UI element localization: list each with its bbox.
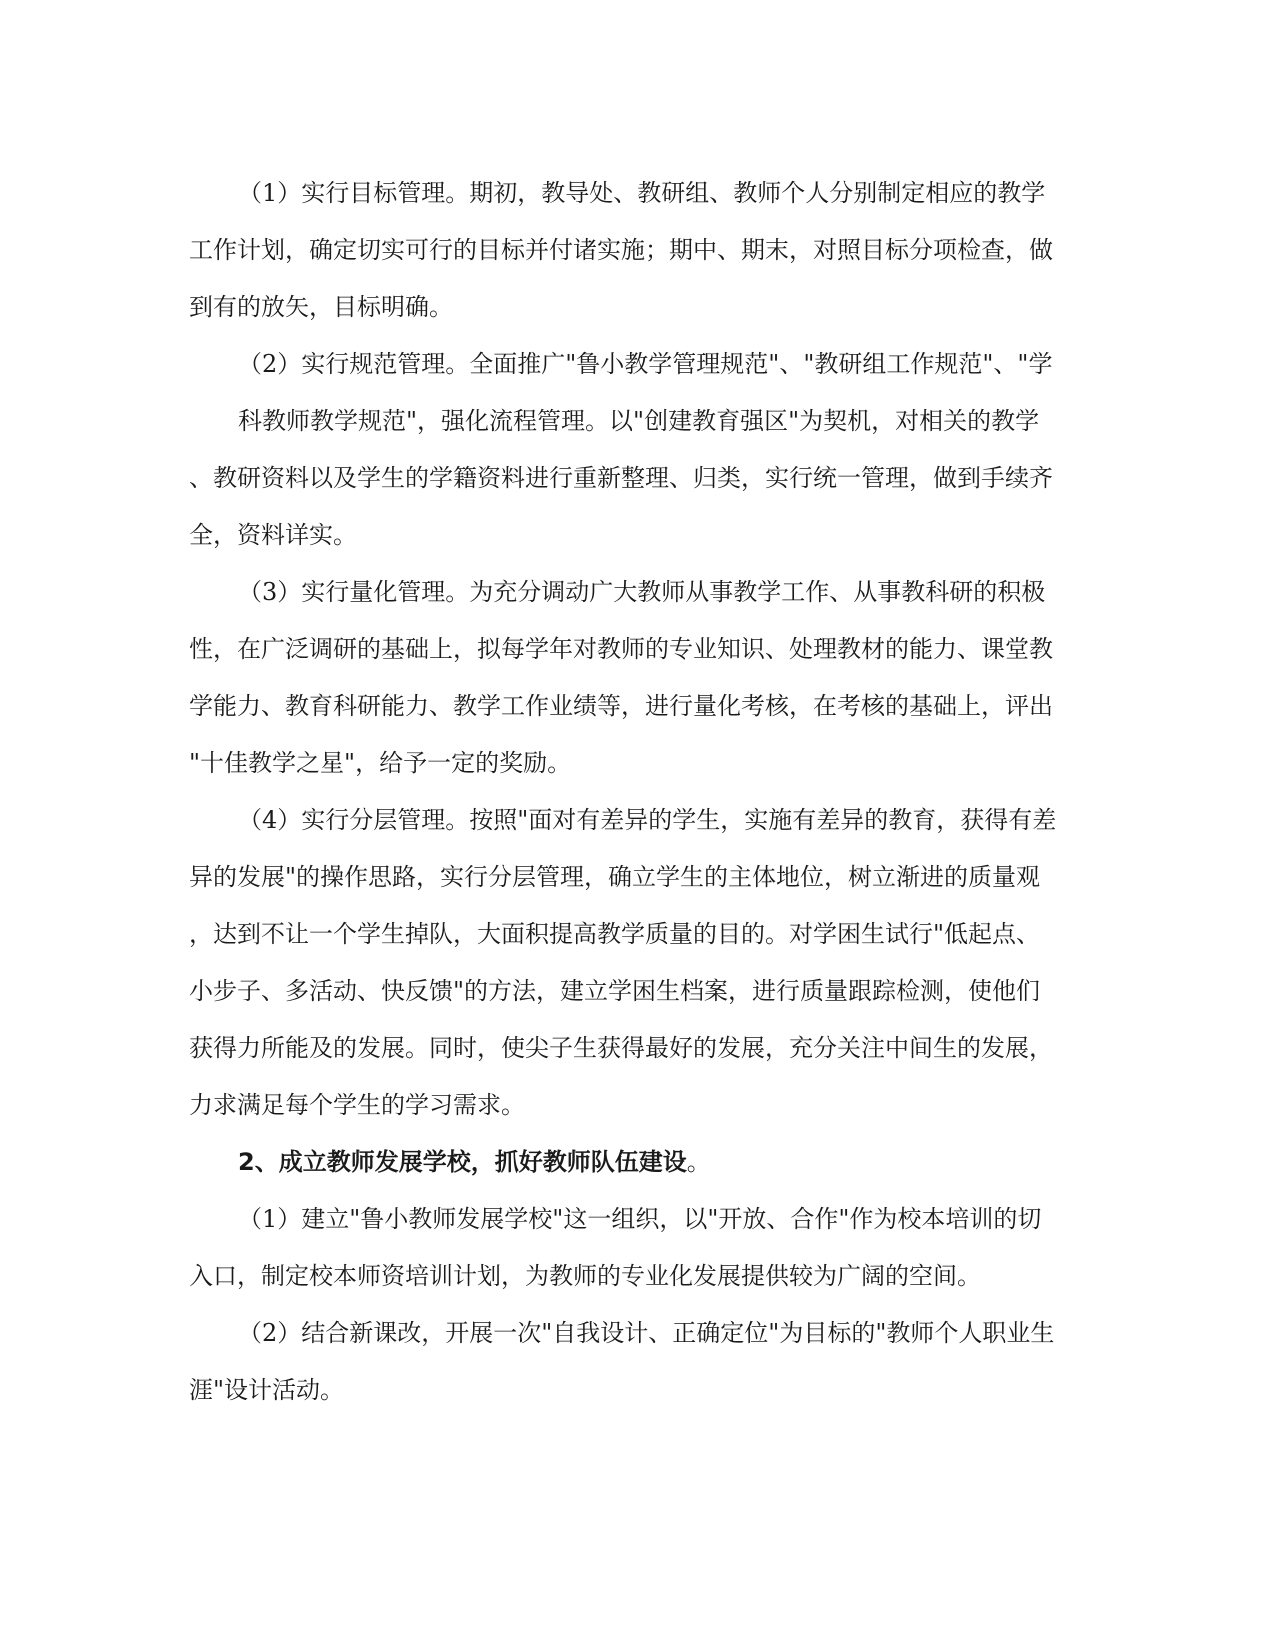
paragraph-line: 到有的放矢，目标明确。 (189, 293, 453, 321)
paragraph-line: 涯"设计活动。 (189, 1376, 345, 1404)
paragraph-line: 获得力所能及的发展。同时，使尖子生获得最好的发展，充分关注中间生的发展， (189, 1034, 1053, 1062)
paragraph-line: 小步子、多活动、快反馈"的方法，建立学困生档案，进行质量跟踪检测，使他们 (189, 977, 1041, 1005)
paragraph-line: （2）结合新课改，开展一次"自我设计、正确定位"为目标的"教师个人职业生 (238, 1319, 1055, 1347)
paragraph-line: ，达到不让一个学生掉队，大面积提高教学质量的目的。对学困生试行"低起点、 (189, 920, 1041, 948)
section-heading-period: 。 (686, 1148, 711, 1176)
section-heading-text: 2、成立教师发展学校，抓好教师队伍建设 (238, 1148, 687, 1176)
section-heading (238, 1144, 1138, 1180)
paragraph-line: "十佳教学之星"，给予一定的奖励。 (189, 749, 572, 777)
paragraph-line: 科教师教学规范"，强化流程管理。以"创建教育强区"为契机，对相关的教学 (238, 407, 1040, 435)
paragraph-line: （1）实行目标管理。期初，教导处、教研组、教师个人分别制定相应的教学 (238, 179, 1046, 207)
paragraph-line: （2）实行规范管理。全面推广"鲁小教学管理规范"、"教研组工作规范"、"学 (238, 350, 1053, 378)
paragraph-line: 工作计划，确定切实可行的目标并付诸实施；期中、期末，对照目标分项检查，做 (189, 236, 1053, 264)
paragraph-line: （3）实行量化管理。为充分调动广大教师从事教学工作、从事教科研的积极 (238, 578, 1046, 606)
paragraph-line: 力求满足每个学生的学习需求。 (189, 1091, 525, 1119)
paragraph-line: 学能力、教育科研能力、教学工作业绩等，进行量化考核，在考核的基础上，评出 (189, 692, 1053, 720)
paragraph-line: （1）建立"鲁小教师发展学校"这一组织，以"开放、合作"作为校本培训的切 (238, 1205, 1042, 1233)
paragraph-line: 、教研资料以及学生的学籍资料进行重新整理、归类，实行统一管理，做到手续齐 (189, 464, 1053, 492)
paragraph-line: 性，在广泛调研的基础上，拟每学年对教师的专业知识、处理教材的能力、课堂教 (189, 635, 1053, 663)
paragraph-line: 入口，制定校本师资培训计划，为教师的专业化发展提供较为广阔的空间。 (189, 1262, 981, 1290)
paragraph-line: （4）实行分层管理。按照"面对有差异的学生，实施有差异的教育，获得有差 (238, 806, 1057, 834)
paragraph-line: 全，资料详实。 (189, 521, 357, 549)
paragraph-line: 异的发展"的操作思路，实行分层管理，确立学生的主体地位，树立渐进的质量观 (189, 863, 1041, 891)
